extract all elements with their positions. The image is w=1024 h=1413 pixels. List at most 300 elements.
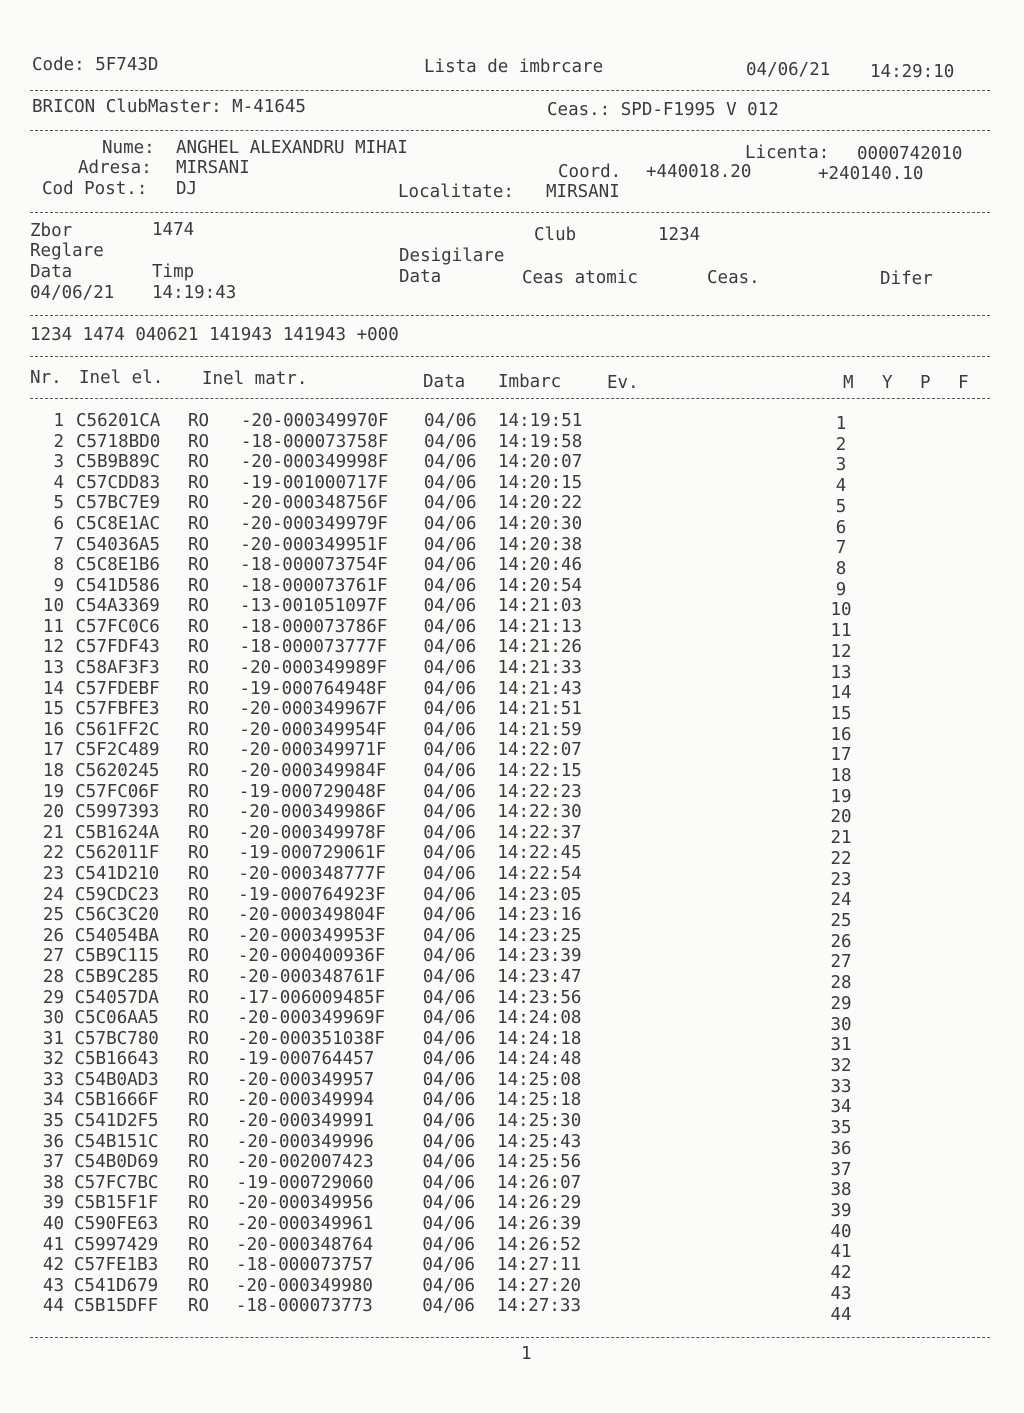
cell-data: 04/06 [423, 822, 476, 843]
cell-inel-matr: -20-000349956 [236, 1193, 374, 1214]
desigilare-label: Desigilare [399, 246, 505, 266]
cell-m: 15 [830, 703, 852, 724]
table-row [0, 1234, 1024, 1263]
table-row [0, 637, 1024, 662]
cell-nr: 14 [42, 678, 64, 699]
cell-data: 04/06 [422, 1234, 476, 1255]
cell-nr: 34 [42, 1090, 64, 1111]
table-row [0, 761, 1024, 787]
cell-m: 13 [830, 662, 852, 683]
cell-country: RO [188, 719, 210, 740]
cell-data: 04/06 [422, 1172, 476, 1193]
owner-address: MIRSANI [176, 158, 250, 178]
timp-label: Timp [152, 262, 195, 282]
cell-imbarc: 14:21:03 [497, 596, 583, 617]
cell-imbarc: 14:20:07 [497, 452, 583, 473]
cell-imbarc: 14:26:29 [496, 1193, 582, 1214]
cell-data: 04/06 [422, 1152, 476, 1173]
table-row [0, 493, 1024, 517]
cell-data: 04/06 [422, 1069, 476, 1090]
table-row [0, 1049, 1024, 1076]
cell-data: 04/06 [422, 1111, 476, 1132]
cell-imbarc: 14:23:56 [497, 987, 582, 1008]
cell-country: RO [188, 1193, 210, 1214]
cell-country: RO [188, 1090, 210, 1111]
cell-inel-el: C5B1666F [74, 1090, 159, 1111]
cell-m: 3 [835, 455, 847, 476]
table-row [0, 534, 1024, 559]
cell-data: 04/06 [423, 761, 476, 782]
separator [30, 212, 990, 213]
cell-nr: 23 [42, 863, 64, 884]
cell-inel-el: C541D586 [75, 575, 160, 596]
cell-m: 17 [830, 745, 852, 766]
cell-inel-matr: -13-001051097F [239, 596, 388, 617]
cell-imbarc: 14:22:15 [497, 761, 582, 782]
cell-data: 04/06 [422, 1090, 476, 1111]
cell-m: 35 [830, 1118, 852, 1139]
cell-country: RO [188, 678, 210, 699]
cell-country: RO [188, 513, 210, 534]
cell-nr: 38 [42, 1172, 64, 1193]
cell-country: RO [188, 1255, 210, 1276]
cell-inel-matr: -18-000073773 [235, 1296, 373, 1317]
cell-inel-matr: -20-000349986F [238, 802, 387, 823]
cell-data: 04/06 [423, 658, 477, 679]
separator [30, 315, 990, 316]
cell-country: RO [188, 534, 210, 555]
cell-nr: 43 [42, 1275, 64, 1296]
cell-country: RO [188, 843, 210, 864]
cell-inel-matr: -20-000349969F [237, 1008, 386, 1029]
cell-inel-matr: -20-000349953F [238, 925, 386, 946]
ceas-label: Ceas. [707, 268, 760, 288]
cell-data: 04/06 [422, 1049, 476, 1070]
cell-data: 04/06 [423, 616, 477, 637]
cell-m: 19 [830, 786, 852, 807]
cell-inel-el: C57BC7E9 [75, 493, 161, 514]
cell-imbarc: 14:20:30 [497, 513, 583, 534]
cell-data: 04/06 [422, 1028, 476, 1049]
cell-inel-matr: -19-000764948F [239, 678, 387, 699]
cell-country: RO [188, 1214, 210, 1234]
summary-line: 1234 1474 040621 141943 141943 +000 [30, 325, 399, 345]
cell-inel-el: C5718BD0 [75, 431, 161, 452]
cell-imbarc: 14:19:58 [497, 431, 583, 452]
cell-nr: 27 [42, 946, 64, 967]
table-row [0, 1111, 1024, 1139]
cell-data: 04/06 [423, 719, 477, 740]
table-row [0, 616, 1024, 642]
cell-imbarc: 14:24:48 [497, 1049, 582, 1070]
cell-country: RO [188, 802, 210, 823]
cell-m: 18 [830, 766, 852, 787]
table-row [0, 987, 1024, 1014]
cell-country: RO [188, 1069, 210, 1090]
coord-longitude: +240140.10 [818, 164, 924, 184]
cell-inel-el: C5F2C489 [75, 740, 160, 761]
cell-country: RO [188, 1049, 210, 1070]
license-number: 0000742010 [857, 144, 963, 164]
cell-inel-el: C5997393 [75, 802, 160, 823]
table-row [0, 575, 1024, 600]
cell-m: 28 [830, 973, 852, 994]
cell-inel-matr: -20-000400936F [237, 946, 386, 967]
cell-imbarc: 14:22:30 [497, 802, 582, 823]
cell-m: 2 [835, 434, 847, 455]
table-row [0, 1296, 1024, 1325]
cell-imbarc: 14:20:46 [497, 555, 583, 576]
cell-inel-matr: -20-000349971F [239, 740, 387, 761]
cell-m: 25 [830, 911, 852, 932]
cell-country: RO [188, 966, 210, 987]
cell-imbarc: 14:26:07 [496, 1172, 582, 1193]
cell-inel-matr: -20-000349979F [240, 513, 388, 534]
cell-inel-el: C562011F [74, 843, 160, 864]
table-row [0, 905, 1024, 932]
coord-label: Coord. [558, 162, 622, 182]
cell-inel-el: C56201CA [76, 411, 161, 431]
cell-inel-el: C5B9C115 [74, 946, 159, 967]
table-row [0, 946, 1024, 973]
org-line: BRICON ClubMaster: M-41645 [32, 97, 306, 117]
owner-postcode: DJ [176, 179, 198, 199]
cell-m: 44 [830, 1304, 852, 1325]
cell-inel-matr: -20-000351038F [237, 1028, 385, 1049]
cell-inel-matr: -17-006009485F [237, 987, 386, 1008]
cell-data: 04/06 [423, 863, 476, 884]
cell-data: 04/06 [423, 534, 477, 555]
cell-country: RO [188, 452, 210, 473]
cell-nr: 18 [42, 761, 64, 782]
cell-inel-matr: -20-000348764 [236, 1234, 374, 1255]
cell-country: RO [188, 555, 210, 576]
cell-data: 04/06 [423, 781, 476, 802]
cell-inel-el: C5B9C285 [74, 966, 159, 987]
cell-imbarc: 14:21:13 [497, 616, 582, 637]
cell-inel-el: C57FC06F [75, 781, 160, 802]
cell-m: 4 [835, 476, 847, 497]
cell-nr: 37 [42, 1152, 64, 1173]
cell-nr: 26 [42, 925, 64, 946]
difer-label: Difer [880, 269, 933, 289]
cell-imbarc: 14:22:37 [497, 822, 582, 843]
cell-inel-matr: -20-000349957 [237, 1069, 375, 1090]
cell-data: 04/06 [422, 946, 476, 967]
postcode-label: Cod Post.: [42, 179, 148, 199]
cell-inel-el: C5C8E1AC [75, 513, 161, 534]
cell-imbarc: 14:21:59 [497, 719, 582, 740]
table-row [0, 411, 1024, 432]
cell-inel-matr: -20-000349961 [236, 1214, 374, 1234]
cell-inel-matr: -20-000349991 [236, 1111, 374, 1132]
cell-m: 9 [835, 579, 847, 600]
cell-data: 04/06 [423, 596, 477, 617]
cell-inel-el: C5B16643 [74, 1049, 159, 1070]
cell-data: 04/06 [423, 884, 476, 905]
table-row [0, 555, 1024, 579]
cell-m: 1 [835, 414, 847, 434]
cell-data: 04/06 [422, 1008, 476, 1029]
col-header-inel-matr: Inel matr. [202, 369, 308, 389]
separator [30, 1337, 990, 1338]
col-header-p: P [920, 373, 931, 393]
cell-data: 04/06 [423, 678, 477, 699]
cell-m: 43 [830, 1283, 852, 1304]
cell-country: RO [188, 596, 210, 617]
cell-data: 04/06 [422, 987, 476, 1008]
cell-inel-matr: -19-000729061F [238, 843, 386, 864]
cell-data: 04/06 [423, 513, 477, 534]
table-row [0, 678, 1024, 704]
cell-imbarc: 14:27:33 [496, 1296, 581, 1317]
table-row [0, 432, 1024, 453]
cell-nr: 29 [42, 987, 64, 1008]
owner-name: ANGHEL ALEXANDRU MIHAI [176, 138, 408, 158]
cell-country: RO [188, 925, 210, 946]
cell-inel-matr: -20-000349954F [239, 719, 387, 740]
cell-inel-matr: -18-000073754F [240, 555, 388, 576]
cell-nr: 5 [53, 493, 64, 514]
zbor-number: 1474 [152, 220, 195, 240]
cell-data: 04/06 [423, 740, 477, 761]
table-row [0, 843, 1024, 869]
cell-country: RO [188, 987, 210, 1008]
cell-imbarc: 14:22:45 [497, 843, 582, 864]
col-header-m: M [843, 373, 854, 393]
cell-imbarc: 14:21:51 [497, 699, 582, 720]
cell-inel-matr: -18-000073757 [236, 1255, 374, 1276]
cell-inel-el: C54036A5 [75, 534, 160, 555]
table-row [0, 699, 1024, 724]
cell-m: 38 [830, 1180, 852, 1201]
cell-nr: 31 [42, 1028, 64, 1049]
cell-inel-el: C590FE63 [74, 1214, 159, 1234]
cell-inel-el: C57FE1B3 [73, 1255, 159, 1276]
cell-nr: 42 [42, 1255, 64, 1276]
cell-data: 04/06 [423, 575, 477, 596]
cell-imbarc: 14:23:16 [497, 905, 582, 926]
cell-m: 12 [830, 641, 852, 662]
cell-nr: 28 [42, 966, 64, 987]
cell-inel-el: C5C06AA5 [74, 1008, 159, 1029]
cell-country: RO [188, 781, 210, 802]
cell-imbarc: 14:25:43 [496, 1131, 582, 1152]
cell-country: RO [188, 905, 210, 926]
cell-inel-matr: -19-000764923F [238, 884, 386, 905]
cell-data: 04/06 [423, 431, 477, 452]
table-row [0, 1028, 1024, 1056]
locality-label: Localitate: [398, 182, 514, 202]
cell-m: 8 [835, 558, 847, 579]
coord-latitude: +440018.20 [646, 162, 752, 182]
table-row [0, 472, 1024, 497]
table-row [0, 513, 1024, 538]
cell-inel-el: C57FDEBF [75, 678, 160, 699]
cell-m: 29 [830, 993, 852, 1014]
cell-data: 04/06 [422, 1193, 476, 1214]
cell-data: 04/06 [423, 843, 476, 864]
cell-m: 27 [830, 952, 852, 973]
cell-m: 32 [830, 1056, 852, 1076]
col-header-ev: Ev. [607, 373, 639, 393]
cell-data: 04/06 [423, 452, 477, 473]
cell-imbarc: 14:20:22 [497, 493, 583, 514]
table-row [0, 802, 1024, 828]
cell-m: 14 [830, 683, 852, 704]
cell-inel-matr: -20-000348777F [238, 863, 386, 884]
cell-data: 04/06 [422, 966, 476, 987]
cell-data: 04/06 [422, 1296, 475, 1317]
cell-m: 23 [830, 869, 852, 890]
cell-inel-el: C57FC7BC [74, 1172, 159, 1193]
cell-country: RO [188, 1131, 210, 1152]
cell-country: RO [188, 616, 210, 637]
cell-imbarc: 14:25:56 [496, 1152, 582, 1173]
cell-nr: 12 [42, 637, 64, 658]
cell-country: RO [188, 658, 210, 679]
cell-imbarc: 14:21:26 [497, 637, 582, 658]
cell-m: 30 [830, 1014, 852, 1035]
cell-inel-el: C541D210 [74, 863, 160, 884]
table-row [0, 740, 1024, 766]
cell-m: 7 [835, 538, 847, 559]
cell-inel-el: C54B0D69 [74, 1152, 159, 1173]
cell-nr: 15 [42, 699, 64, 720]
cell-inel-matr: -20-000348761F [237, 966, 386, 987]
name-label: Nume: [102, 138, 155, 158]
cell-nr: 3 [53, 452, 64, 473]
table-row [0, 1275, 1024, 1304]
cell-inel-el: C57FBFE3 [75, 699, 160, 720]
cell-nr: 19 [42, 781, 64, 802]
owner-locality: MIRSANI [546, 182, 620, 202]
cell-imbarc: 14:23:25 [497, 925, 582, 946]
cell-country: RO [188, 740, 210, 761]
cell-country: RO [188, 411, 210, 431]
cell-imbarc: 14:22:23 [497, 781, 582, 802]
cell-inel-el: C54B151C [74, 1131, 159, 1152]
cell-inel-matr: -18-000073786F [239, 616, 388, 637]
cell-data: 04/06 [422, 1255, 476, 1276]
cell-inel-el: C541D679 [73, 1275, 159, 1296]
cell-imbarc: 14:27:20 [496, 1275, 582, 1296]
cell-country: RO [188, 1111, 210, 1132]
cell-imbarc: 14:22:54 [497, 863, 582, 884]
cell-inel-matr: -19-000729060 [236, 1172, 374, 1193]
data-label: Data [30, 262, 73, 282]
cell-nr: 2 [53, 431, 64, 452]
table-row [0, 1152, 1024, 1180]
cell-nr: 7 [53, 534, 64, 555]
cell-inel-matr: -20-000349980 [235, 1275, 373, 1296]
cell-m: 34 [830, 1097, 852, 1118]
cell-m: 20 [830, 807, 852, 828]
cell-country: RO [188, 1152, 210, 1173]
cell-inel-el: C54054BA [74, 925, 160, 946]
cell-inel-el: C5620245 [75, 761, 160, 782]
cell-data: 04/06 [423, 472, 477, 493]
table-row [0, 1069, 1024, 1097]
cell-m: 40 [830, 1221, 852, 1242]
cell-nr: 25 [42, 905, 64, 926]
cell-imbarc: 14:22:07 [497, 740, 582, 761]
cell-nr: 8 [53, 555, 64, 576]
separator [30, 130, 990, 131]
cell-nr: 36 [42, 1131, 64, 1152]
cell-country: RO [188, 946, 210, 967]
cell-m: 22 [830, 848, 852, 869]
cell-nr: 17 [42, 740, 64, 761]
cell-inel-matr: -20-000349998F [240, 452, 389, 473]
club-label: Club [534, 225, 577, 245]
code-label: Code: 5F743D [32, 55, 159, 75]
table-row [0, 1214, 1024, 1242]
cell-country: RO [188, 863, 210, 884]
cell-imbarc: 14:20:15 [497, 472, 583, 493]
cell-data: 04/06 [423, 802, 476, 823]
cell-nr: 20 [42, 802, 64, 823]
cell-imbarc: 14:23:05 [497, 884, 582, 905]
cell-imbarc: 14:26:39 [496, 1214, 582, 1234]
table-row [0, 863, 1024, 890]
cell-m: 33 [830, 1076, 852, 1097]
zbor-label: Zbor [30, 221, 73, 241]
address-label: Adresa: [78, 158, 152, 178]
cell-data: 04/06 [423, 637, 477, 658]
cell-imbarc: 14:23:39 [497, 946, 582, 967]
cell-m: 11 [830, 621, 852, 642]
cell-inel-matr: -20-002007423 [236, 1152, 374, 1173]
cell-nr: 35 [42, 1111, 64, 1132]
print-time: 14:29:10 [870, 62, 955, 82]
cell-data: 04/06 [423, 905, 476, 926]
cell-inel-matr: -20-000349967F [239, 699, 387, 720]
cell-data: 04/06 [422, 1275, 475, 1296]
cell-m: 21 [830, 828, 852, 849]
cell-inel-matr: -19-001000717F [240, 472, 389, 493]
cell-inel-el: C5B9B89C [75, 452, 161, 473]
col-header-f: F [958, 373, 969, 393]
table-row [0, 966, 1024, 994]
cell-inel-el: C56C3C20 [74, 905, 160, 926]
cell-nr: 41 [42, 1234, 64, 1255]
page-number: 1 [521, 1344, 532, 1364]
col-header-nr: Nr. [30, 368, 62, 388]
separator [30, 90, 990, 91]
table-row [0, 925, 1024, 952]
cell-inel-matr: -19-000764457 [237, 1049, 375, 1070]
clock-line: Ceas.: SPD-F1995 V 012 [547, 100, 779, 120]
table-row [0, 1131, 1024, 1159]
col-header-y: Y [882, 373, 893, 393]
cell-inel-el: C57FDF43 [75, 637, 160, 658]
cell-country: RO [188, 699, 210, 720]
club-number: 1234 [658, 225, 701, 245]
separator [30, 356, 990, 357]
document-title: Lista de imbrcare [424, 57, 604, 77]
cell-inel-matr: -20-000349994 [237, 1090, 374, 1111]
cell-nr: 11 [42, 616, 64, 637]
table-row [0, 781, 1024, 807]
cell-inel-el: C57BC780 [74, 1028, 159, 1049]
cell-m: 39 [830, 1200, 852, 1221]
cell-inel-el: C59CDC23 [74, 884, 160, 905]
cell-country: RO [188, 761, 210, 782]
cell-imbarc: 14:21:33 [497, 658, 582, 679]
cell-nr: 44 [42, 1296, 64, 1317]
cell-m: 41 [830, 1242, 852, 1263]
